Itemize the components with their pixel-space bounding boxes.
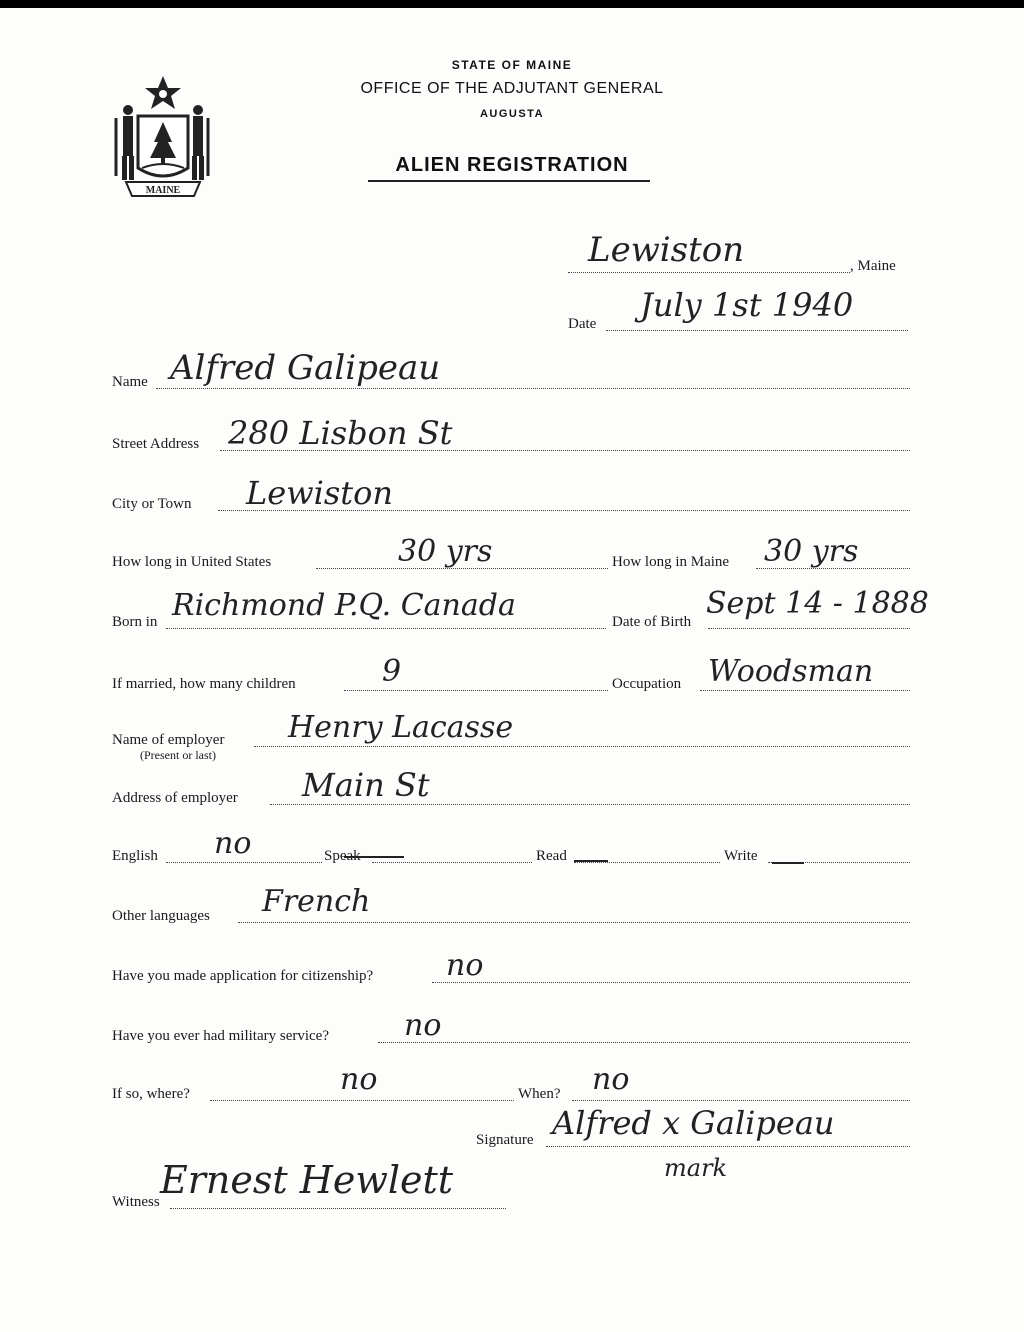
name-label: Name (112, 374, 148, 390)
title-underline (368, 180, 650, 182)
occupation-value: Woodsman (708, 654, 874, 689)
when-label: When? (518, 1086, 561, 1102)
children-value: 9 (382, 654, 402, 689)
read-label: Read (536, 848, 567, 864)
occupation-line (700, 690, 910, 691)
where-value: no (340, 1062, 378, 1097)
years-us-label: How long in United States (112, 554, 272, 570)
citizenship-label: Have you made application for citizenship? (112, 968, 374, 984)
place-line (568, 272, 850, 273)
read-dash (574, 860, 608, 862)
speak-line (372, 862, 532, 863)
witness-label: Witness (112, 1194, 160, 1210)
years-maine-label: How long in Maine (612, 554, 730, 570)
name-line (156, 388, 910, 389)
military-line (378, 1042, 910, 1043)
born-in-value: Richmond P.Q. Canada (172, 588, 516, 623)
date-label: Date (568, 316, 597, 332)
english-value: no (214, 826, 252, 861)
employer-value: Henry Lacasse (288, 710, 514, 745)
years-us-value: 30 yrs (398, 534, 493, 569)
page-title: ALIEN REGISTRATION (395, 154, 629, 176)
city-label: City or Town (112, 496, 192, 512)
employer-address-value: Main St (302, 766, 430, 804)
signature-mark: mark (664, 1154, 728, 1182)
years-maine-value: 30 yrs (764, 534, 859, 569)
dob-line (708, 628, 910, 629)
date-line (606, 330, 908, 331)
where-line (210, 1100, 514, 1101)
name-value: Alfred Galipeau (170, 348, 441, 388)
employer-address-line (270, 804, 910, 805)
place-label: , Maine (850, 258, 896, 274)
english-label: English (112, 848, 158, 864)
dob-value: Sept 14 - 1888 (706, 586, 929, 621)
maine-seal-icon (108, 72, 218, 200)
header-office: OFFICE OF THE ADJUTANT GENERAL (360, 80, 664, 97)
when-value: no (592, 1062, 630, 1097)
header-city: AUGUSTA (479, 108, 545, 120)
english-line (166, 862, 322, 863)
employer-address-label: Address of employer (112, 790, 238, 806)
children-line (344, 690, 608, 691)
seal-banner-text: MAINE (145, 185, 181, 196)
registration-form (0, 8, 1024, 1332)
children-label: If married, how many children (112, 676, 296, 692)
when-line (572, 1100, 910, 1101)
dob-label: Date of Birth (612, 614, 692, 630)
military-label: Have you ever had military service? (112, 1028, 329, 1044)
other-languages-label: Other languages (112, 908, 210, 924)
witness-value: Ernest Hewlett (160, 1158, 454, 1202)
citizenship-line (432, 982, 910, 983)
military-value: no (404, 1008, 442, 1043)
write-dash (772, 862, 804, 864)
header-state: STATE OF MAINE (451, 58, 573, 72)
street-label: Street Address (112, 436, 200, 452)
signature-value: Alfred x Galipeau (552, 1104, 835, 1142)
other-languages-value: French (262, 884, 371, 919)
occupation-label: Occupation (612, 676, 682, 692)
city-value: Lewiston (246, 474, 393, 512)
where-label: If so, where? (112, 1086, 190, 1102)
place-value: Lewiston (588, 230, 745, 270)
date-value: July 1st 1940 (640, 286, 854, 324)
speak-dash (344, 856, 404, 858)
employer-line (254, 746, 910, 747)
born-in-label: Born in (112, 614, 158, 630)
witness-line (170, 1208, 506, 1209)
read-line (574, 862, 720, 863)
citizenship-value: no (446, 948, 484, 983)
employer-sublabel: (Present or last) (140, 748, 216, 762)
other-languages-line (238, 922, 910, 923)
signature-label: Signature (476, 1132, 534, 1148)
scan-top-border (0, 0, 1024, 8)
street-value: 280 Lisbon St (228, 414, 453, 452)
speak-label: Speak (324, 848, 361, 864)
born-in-line (166, 628, 606, 629)
employer-label: Name of employer (112, 732, 225, 748)
signature-line (546, 1146, 910, 1147)
write-label: Write (724, 848, 758, 864)
